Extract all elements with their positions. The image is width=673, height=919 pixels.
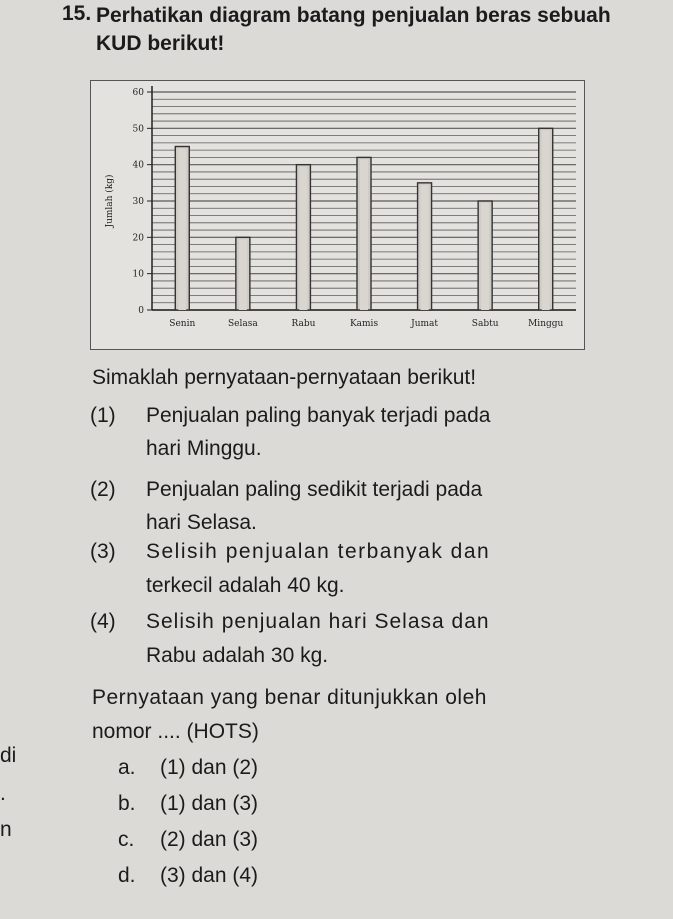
statement-number: (2) [90, 478, 116, 501]
option-b[interactable] [118, 792, 258, 816]
y-tick-label: 10 [132, 269, 144, 280]
margin-fragment: di [0, 744, 17, 767]
x-tick-label: Minggu [528, 319, 564, 329]
x-tick-label: Sabtu [471, 319, 499, 329]
margin-fragment: . [0, 782, 6, 805]
prompt-line-2: nomor .... (HOTS) [92, 720, 259, 743]
statement-4 [0, 608, 673, 668]
statement-line: Selisih penjualan terbanyak dan [146, 540, 491, 563]
y-tick-label: 20 [132, 233, 144, 244]
option-text: (1) dan (3) [160, 792, 259, 815]
bar-inner-senin [178, 149, 186, 311]
statement-number: (1) [90, 404, 116, 427]
option-a[interactable] [118, 756, 258, 780]
option-letter: c. [118, 828, 135, 851]
prompt-line-1: Pernyataan yang benar ditunjukkan oleh [92, 686, 487, 709]
y-tick-label: 60 [132, 88, 144, 98]
statement-line: Rabu adalah 30 kg. [146, 644, 329, 667]
statement-number: (4) [90, 610, 116, 633]
bar-inner-sabtu [481, 203, 489, 310]
bar-inner-rabu [299, 167, 307, 310]
y-tick-label: 0 [138, 306, 144, 316]
y-tick-label: 40 [132, 160, 144, 171]
statement-line: Selisih penjualan hari Selasa dan [146, 610, 490, 633]
question-number: 15. [62, 2, 92, 25]
statement-line: Penjualan paling sedikit terjadi pada [146, 478, 483, 501]
bar-inner-kamis [360, 159, 368, 310]
option-text: (3) dan (4) [160, 864, 259, 887]
y-tick-label: 30 [132, 197, 144, 207]
margin-fragment: n [0, 818, 12, 841]
option-letter: d. [118, 864, 136, 887]
statement-line: Penjualan paling banyak terjadi pada [146, 404, 491, 427]
y-axis-label: Jumlah (kg) [105, 174, 115, 228]
question-text: Perhatikan diagram batang penjualan beras sebuah KUD berikut! [96, 4, 611, 55]
statement-2 [0, 476, 673, 536]
bar-inner-minggu [542, 130, 550, 310]
statement-3 [0, 538, 673, 598]
x-tick-label: Kamis [349, 319, 379, 329]
statement-line: terkecil adalah 40 kg. [146, 574, 345, 597]
bar-inner-selasa [239, 239, 247, 310]
statement-1 [0, 402, 673, 462]
x-tick-label: Selasa [227, 319, 258, 329]
statement-line: hari Minggu. [146, 437, 262, 460]
statement-line: hari Selasa. [146, 511, 257, 534]
bar-inner-jumat [421, 185, 429, 310]
option-letter: b. [118, 792, 136, 815]
option-text: (2) dan (3) [160, 828, 259, 851]
statement-number: (3) [90, 540, 116, 563]
x-tick-label: Rabu [291, 319, 316, 329]
instruction-text: Simaklah pernyataan-pernyataan berikut! [92, 366, 477, 389]
y-tick-label: 50 [132, 124, 144, 135]
bar-chart [90, 80, 585, 350]
x-tick-label: Senin [169, 319, 196, 329]
option-letter: a. [118, 756, 136, 779]
bar-chart-svg [90, 80, 585, 350]
option-text: (1) dan (2) [160, 756, 259, 779]
option-c[interactable] [118, 828, 258, 852]
x-tick-label: Jumat [411, 319, 439, 329]
option-d[interactable] [118, 864, 258, 888]
